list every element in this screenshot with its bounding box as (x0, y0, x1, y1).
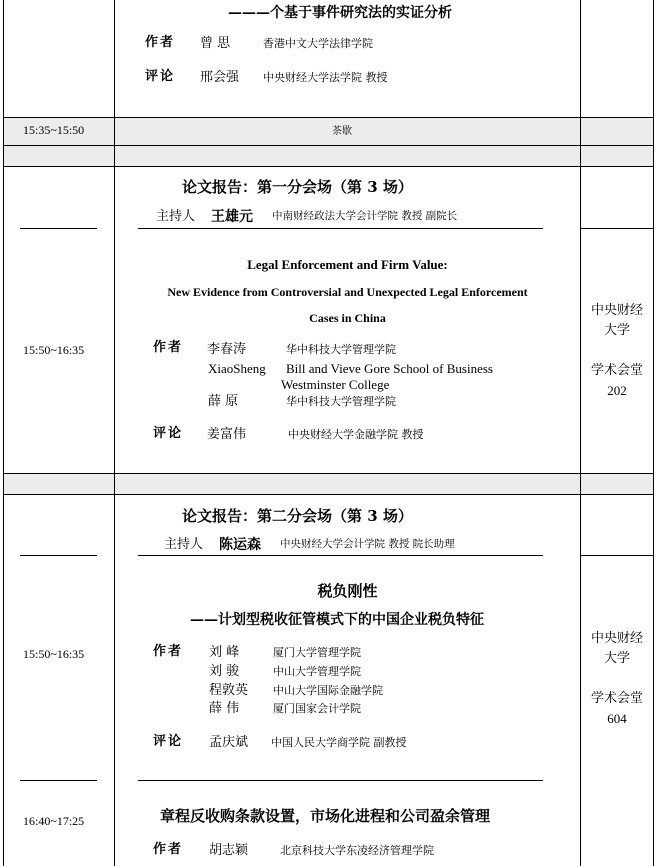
session-heading: 论文报告：第一分会场（第 3 场） (182, 178, 413, 196)
discussant-label: 评论 (153, 426, 184, 441)
author-label: 作者 (153, 842, 184, 857)
author-affiliation: 华中科技大学管理学院 (286, 343, 396, 356)
paper-title: 税负刚性 (317, 582, 378, 600)
host-name: 王雄元 (211, 209, 253, 225)
author-label: 作者 (145, 35, 176, 50)
venue-line: 中央财经 (590, 303, 643, 318)
paper-title: New Evidence from Controversial and Unexpected Legal Enforcement (167, 285, 528, 299)
inner-rule (580, 228, 654, 229)
venue-line: 202 (607, 383, 627, 398)
author-affiliation: 中山大学国际金融学院 (273, 684, 383, 697)
author-affiliation: 华中科技大学管理学院 (286, 395, 396, 408)
break-label: 茶歇 (332, 126, 352, 137)
break-time: 15:35~15:50 (23, 123, 85, 137)
spacer-row (3, 118, 654, 146)
author-name: 薛 伟 (209, 701, 240, 716)
venue-line: 学术会堂 (590, 363, 643, 378)
host-label: 主持人 (156, 209, 196, 224)
author-name: 薛 原 (208, 394, 239, 409)
host-name: 陈运森 (219, 537, 261, 553)
host-underline (138, 555, 543, 556)
host-affiliation: 中央财经大学会计学院 教授 院长助理 (280, 538, 455, 550)
author-name: 胡志颖 (209, 843, 249, 858)
author-affiliation: 厦门国家会计学院 (273, 702, 361, 715)
table-border-right (653, 0, 654, 866)
venue-line: 学术会堂 (590, 691, 643, 706)
author-name: 刘 峰 (209, 645, 240, 660)
inner-rule (20, 780, 97, 781)
paper-title: Cases in China (309, 311, 386, 325)
paper-subtitle: ———个基于事件研究法的实证分析 (228, 5, 452, 21)
discussant-label: 评论 (145, 69, 176, 84)
table-divider (114, 0, 115, 866)
host-label: 主持人 (164, 537, 204, 552)
venue-line: 大学 (603, 651, 630, 666)
discussant-name: 姜富伟 (207, 427, 247, 442)
discussant-name: 孟庆斌 (209, 735, 249, 750)
spacer-row (3, 474, 654, 494)
author-name: XiaoSheng (208, 361, 266, 376)
session-heading: 论文报告：第二分会场（第 3 场） (182, 507, 413, 525)
session-time: 16:40~17:25 (23, 814, 85, 828)
paper-title: Legal Enforcement and Firm Value: (247, 257, 448, 272)
table-border-left (3, 0, 4, 866)
author-affiliation: 北京科技大学东凌经济管理学院 (280, 844, 434, 857)
inner-rule (20, 555, 97, 556)
session-time: 15:50~16:35 (23, 343, 85, 357)
row-border (3, 166, 654, 167)
row-border (3, 494, 654, 495)
session-time: 15:50~16:35 (23, 647, 85, 661)
discussant-affiliation: 中国人民大学商学院 副教授 (271, 736, 407, 749)
author-label: 作者 (153, 340, 184, 355)
row-border (3, 117, 654, 118)
author-name: 刘 骏 (209, 664, 240, 679)
author-name: 李春涛 (207, 342, 247, 357)
inner-rule (580, 555, 654, 556)
host-underline (138, 228, 543, 229)
author-name: 程敦英 (209, 683, 249, 698)
venue-line: 中央财经 (590, 631, 643, 646)
author-label: 作者 (153, 644, 184, 659)
discussant-name: 邢会强 (200, 70, 240, 85)
row-border (3, 145, 654, 146)
table-divider (580, 0, 581, 866)
host-affiliation: 中南财经政法大学会计学院 教授 副院长 (272, 210, 458, 222)
discussant-affiliation: 中央财经大学法学院 教授 (263, 71, 388, 84)
venue-line: 大学 (603, 323, 630, 338)
spacer-row (3, 146, 654, 166)
venue-line: 604 (607, 711, 627, 726)
author-affiliation: Westminster College (281, 377, 390, 392)
paper-subtitle: ——计划型税收征管模式下的中国企业税负特征 (190, 612, 484, 628)
inner-rule (20, 228, 97, 229)
author-affiliation: Bill and Vieve Gore School of Business (286, 361, 493, 376)
row-border (3, 473, 654, 474)
author-affiliation: 香港中文大学法律学院 (263, 37, 373, 50)
discussant-label: 评论 (153, 734, 184, 749)
paper-title: 章程反收购条款设置，市场化进程和公司盈余管理 (160, 807, 491, 825)
discussant-affiliation: 中央财经大学金融学院 教授 (288, 428, 424, 441)
author-affiliation: 中山大学管理学院 (273, 665, 361, 678)
author-name: 曾 思 (200, 36, 231, 51)
author-affiliation: 厦门大学管理学院 (273, 646, 361, 659)
paper-separator (138, 780, 543, 781)
